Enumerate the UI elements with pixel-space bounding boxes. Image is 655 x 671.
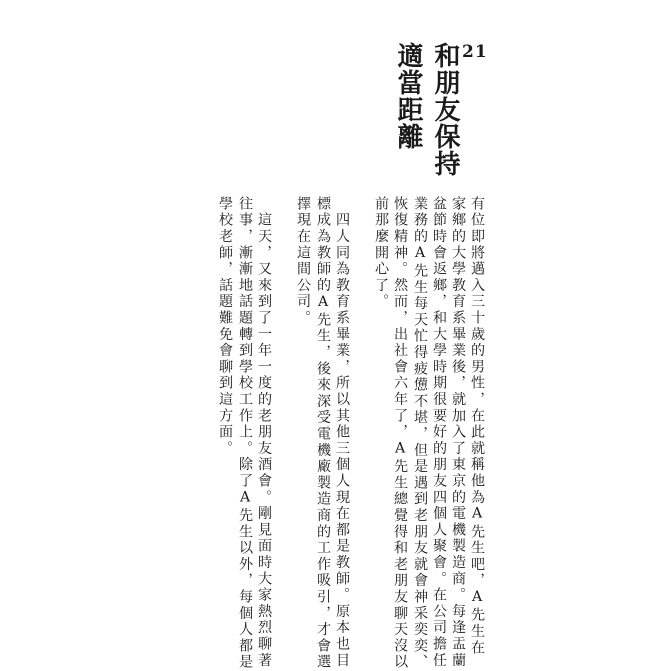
- chapter-title-line-1: 和朋友保持: [430, 42, 460, 177]
- body-column: 四人同為教育系畢業，所以其他三個人現在都是教師。原本也目: [334, 196, 351, 669]
- body-column: 恢復精神。然而，出社會六年了，A先生總覺得和老朋友聊天沒以: [392, 196, 409, 671]
- body-column: 有位即將邁入三十歲的男性，在此就稱他為A先生吧，A先生在: [469, 196, 486, 657]
- body-column: 往事，漸漸地話題轉到學校工作上。除了A先生以外，每個人都是: [237, 196, 254, 671]
- body-column: 業務的A先生每天忙得疲憊不堪，但是遇到老朋友就會神采奕奕、: [412, 196, 429, 671]
- body-column: 家鄉的大學教育系畢業後，就加入了東京的電機製造商。每逢盂蘭: [450, 196, 467, 669]
- body-column: 學校老師，話題難免會聊到這方面。: [217, 196, 234, 457]
- body-column: 這天，又來到了一年一度的老朋友酒會。剛見面時大家熱烈聊著: [256, 196, 273, 669]
- body-column: 前那麼開心了。: [373, 196, 390, 311]
- body-column: 擇現在這間公司。: [295, 196, 312, 327]
- body-column: 盆節時會返鄉，和大學時期很要好的朋友四個人聚會。在公司擔任: [431, 196, 448, 669]
- chapter-number: 21: [462, 42, 488, 62]
- chapter-title-line-2: 適當距離: [393, 42, 423, 150]
- body-column: 標成為教師的A先生，後來深受電機廠製造商的工作吸引，才會選: [315, 196, 332, 671]
